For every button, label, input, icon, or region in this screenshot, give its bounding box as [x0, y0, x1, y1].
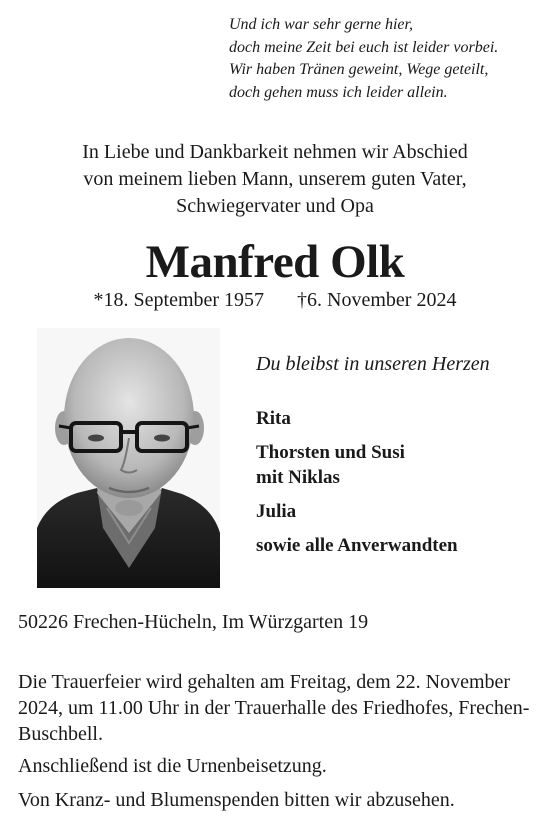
poem-line: doch gehen muss ich leider allein.	[229, 83, 448, 101]
poem-line: Wir haben Tränen geweint, Wege geteilt,	[229, 61, 489, 78]
address: 50226 Frechen-Hücheln, Im Würzgarten 19	[18, 611, 369, 633]
birth-date: *18. September 1957	[93, 289, 265, 311]
intro-line: Schwiegervater und Opa	[176, 195, 374, 217]
poem	[229, 14, 539, 104]
closing-phrase: Du bleibst in unseren Herzen	[256, 353, 490, 375]
poem-line: Und ich war sehr gerne hier,	[229, 16, 413, 33]
portrait-photo	[37, 328, 220, 588]
ceremony-info: Die Trauerfeier wird gehalten am Freitag, dem 22. November 2024, um 11.00 Uhr in der Trauerhalle des Friedhofes, Frechen-Buschbell.	[18, 671, 530, 745]
poem-line: doch meine Zeit bei euch ist leider vorbei.	[229, 38, 499, 56]
flowers-info: Von Kranz- und Blumenspenden bitten wir abzusehen.	[18, 789, 455, 811]
funeral-info	[18, 669, 538, 821]
intro-text	[0, 139, 550, 220]
mourner-relatives: sowie alle Anverwandten	[256, 535, 458, 556]
mourner-rita: Rita	[256, 408, 291, 429]
mourner-thorsten-susi: Thorsten und Susi mit Niklas	[256, 442, 405, 488]
mourner-julia: Julia	[256, 501, 297, 522]
death-date: †6. November 2024	[297, 289, 457, 311]
mourners-list	[256, 406, 536, 567]
urn-info: Anschließend ist die Urnenbeisetzung.	[18, 755, 327, 777]
life-dates	[0, 287, 550, 313]
deceased-name: Manfred Olk	[145, 236, 405, 288]
intro-line: In Liebe und Dankbarkeit nehmen wir Abschied	[82, 141, 468, 163]
intro-line: von meinem lieben Mann, unserem guten Vater,	[83, 168, 467, 190]
portrait-image	[37, 328, 220, 588]
